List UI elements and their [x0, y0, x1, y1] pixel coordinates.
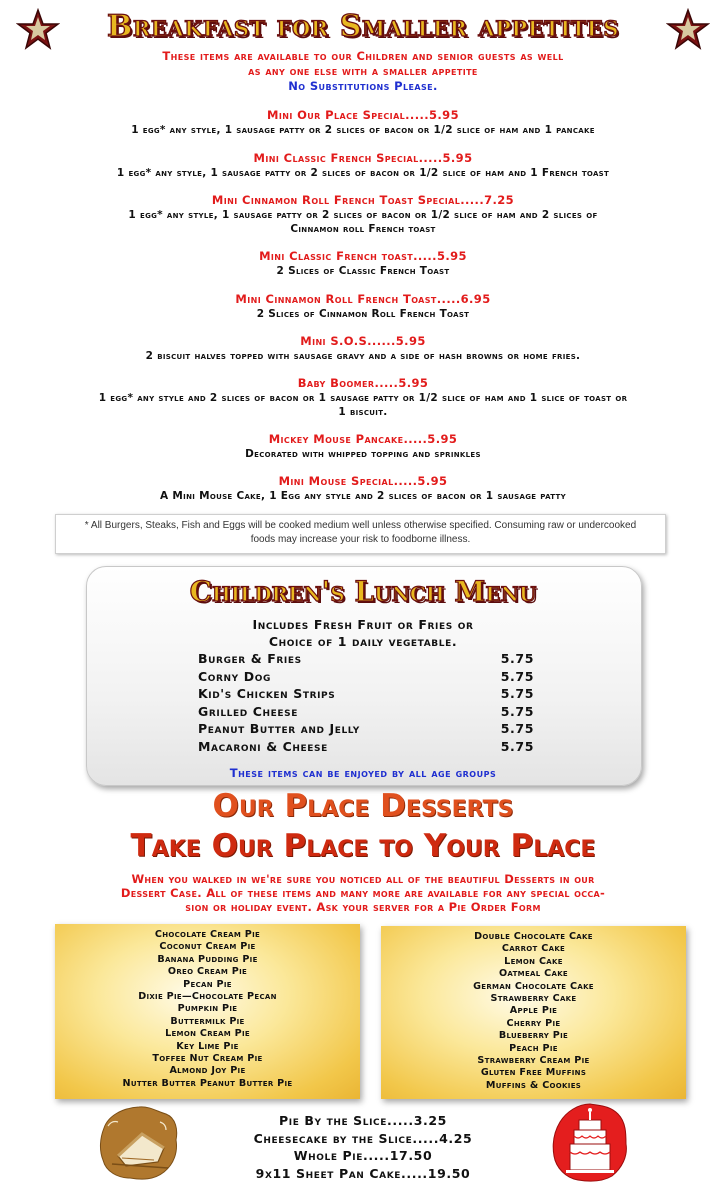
lunch-item-name: Corny Dog [198, 669, 271, 684]
item-name: Mini Our Place Special.....5.95 [267, 108, 459, 122]
food-safety-disclaimer [55, 514, 666, 554]
item-description: Decorated with whipped topping and sprinkles [245, 448, 481, 460]
list-item: Lemon Cake [504, 955, 563, 967]
item-description: 1 egg* any style, 1 sausage patty or 2 slices of bacon or 1/2 slice of ham and 1 pancake [131, 124, 595, 136]
item-name: Mini S.O.S......5.95 [300, 334, 426, 348]
item-description: A Mini Mouse Cake, 1 Egg any style and 2 slices of bacon or 1 sausage patty [160, 490, 566, 502]
item-description: 2 Slices of Classic French Toast [276, 265, 450, 277]
item-name: Mini Classic French toast.....5.95 [259, 249, 467, 263]
list-item: Coconut Cream Pie [159, 941, 256, 953]
lunch-item [198, 651, 534, 668]
item-name: Baby Boomer.....5.95 [297, 376, 429, 390]
list-item: Cherry Pie [506, 1017, 561, 1029]
intro-line: These items are available to our Children and senior guests as well [162, 49, 564, 63]
lunch-item-name: Grilled Cheese [198, 704, 299, 719]
item-name: Mini Mouse Special.....5.95 [278, 474, 448, 488]
page-title: Breakfast for Smaller appetites [107, 9, 619, 44]
breakfast-item [0, 108, 726, 137]
price-line: Cheesecake by the Slice.....4.25 [253, 1130, 473, 1146]
lunch-item-price: 5.75 [500, 721, 534, 736]
price-line: 9x11 Sheet Pan Cake.....19.50 [255, 1165, 471, 1181]
lunch-footer-note: These items can be enjoyed by all age groups [229, 766, 497, 780]
disclaimer-line: foods may increase your risk to foodborne illness. [250, 534, 471, 545]
list-item: Dixie Pie—Chocolate Pecan [138, 991, 277, 1003]
item-description: 2 biscuit halves topped with sausage gravy and a side of hash browns or home fries. [145, 350, 581, 362]
includes-line: Choice of 1 daily vegetable. [268, 634, 458, 649]
item-name: Mini Cinnamon Roll French Toast Special.....7.25 [211, 193, 515, 207]
intro-line: as any one else with a smaller appetite [248, 64, 478, 78]
lunch-item [198, 704, 534, 721]
list-item: Peach Pie [509, 1042, 558, 1054]
desserts-intro [22, 872, 704, 914]
lunch-item-name: Macaroni & Cheese [198, 739, 328, 754]
desserts-subtitle: Take Our Place to Your Place [130, 828, 596, 864]
intro-line: sion or holiday event. Ask your server for a Pie Order Form [185, 900, 541, 914]
breakfast-item [0, 432, 726, 461]
lunch-item [198, 686, 534, 703]
breakfast-item [0, 334, 726, 363]
list-item: Pecan Pie [183, 978, 232, 990]
item-description: Cinnamon roll French toast [290, 223, 436, 235]
item-description: 1 egg* any style, 1 sausage patty or 2 slices of bacon or 1/2 slice of ham and 1 French toast [116, 167, 610, 179]
item-name: Mini Classic French Special.....5.95 [253, 151, 473, 165]
list-item: Lemon Cream Pie [165, 1028, 250, 1040]
lunch-title: Children's Lunch Menu [189, 575, 537, 608]
lunch-item-price: 5.75 [500, 669, 534, 684]
breakfast-item [0, 376, 726, 419]
lunch-item [198, 669, 534, 686]
lunch-item-price: 5.75 [500, 739, 534, 754]
list-item: Pumpkin Pie [177, 1003, 238, 1015]
list-item: Key Lime Pie [176, 1040, 239, 1052]
list-item: Toffee Nut Cream Pie [152, 1053, 263, 1065]
breakfast-item [0, 151, 726, 180]
breakfast-item [0, 193, 726, 236]
breakfast-item [0, 249, 726, 278]
list-item: Gluten Free Muffins [480, 1067, 587, 1079]
list-item: Nutter Butter Peanut Butter Pie [122, 1077, 293, 1089]
breakfast-item [0, 474, 726, 503]
item-name: Mickey Mouse Pancake.....5.95 [268, 432, 458, 446]
star-icon [16, 8, 60, 50]
list-item: Carrot Cake [501, 943, 566, 955]
includes-line: Includes Fresh Fruit or Fries or [252, 617, 474, 632]
item-description: 1 egg* any style and 2 slices of bacon or 1 sausage patty or 1/2 slice of ham and 1 slice of toast or [98, 392, 628, 404]
lunch-item [198, 721, 534, 738]
list-item: Strawberry Cream Pie [477, 1055, 590, 1067]
list-item: German Chocolate Cake [473, 980, 594, 992]
list-item: Banana Pudding Pie [157, 953, 258, 965]
lunch-item-price: 5.75 [500, 686, 534, 701]
item-name: Mini Cinnamon Roll French Toast.....6.95 [235, 292, 491, 306]
list-item: Apple Pie [509, 1005, 558, 1017]
item-description: 2 Slices of Cinnamon Roll French Toast [256, 308, 470, 320]
desserts-title: Our Place Desserts [212, 788, 514, 824]
list-item: Oreo Cream Pie [167, 966, 248, 978]
pies-list [55, 929, 360, 1090]
list-item: Buttermilk Pie [170, 1015, 245, 1027]
lunch-item [198, 739, 534, 756]
lunch-item-price: 5.75 [500, 651, 534, 666]
price-line: Pie By the Slice.....3.25 [278, 1113, 447, 1128]
intro-line: When you walked in we're sure you noticed all of the beautiful Desserts in our [131, 872, 595, 886]
list-item: Double Chocolate Cake [474, 931, 593, 942]
lunch-item-name: Peanut Butter and Jelly [198, 721, 360, 736]
price-line: Whole Pie.....17.50 [293, 1148, 433, 1163]
no-substitutions-note: No Substitutions Please. [288, 79, 438, 93]
list-item: Strawberry Cake [490, 993, 577, 1005]
lunch-includes [86, 616, 640, 650]
list-item: Muffins & Cookies [485, 1079, 582, 1091]
breakfast-intro [0, 49, 726, 94]
cakes-list [381, 931, 686, 1092]
breakfast-item [0, 292, 726, 321]
star-icon [666, 8, 710, 50]
lunch-item-name: Burger & Fries [198, 651, 302, 666]
lunch-item-price: 5.75 [500, 704, 534, 719]
item-description: 1 egg* any style, 1 sausage patty or 2 slices of bacon or 1/2 slice of ham and 2 slices of [128, 209, 598, 221]
item-description: 1 biscuit. [338, 406, 388, 418]
list-item: Oatmeal Cake [498, 968, 569, 980]
intro-line: Dessert Case. All of these items and many more are available for any special occa- [120, 886, 606, 900]
list-item: Chocolate Cream Pie [154, 929, 261, 940]
list-item: Blueberry Pie [498, 1030, 569, 1042]
list-item: Almond Joy Pie [169, 1065, 246, 1077]
dessert-pricing [0, 1112, 726, 1182]
disclaimer-line: * All Burgers, Steaks, Fish and Eggs will be cooked medium well unless otherwise specified. Consuming raw or undercooked [84, 520, 637, 531]
lunch-item-name: Kid's Chicken Strips [198, 686, 336, 701]
